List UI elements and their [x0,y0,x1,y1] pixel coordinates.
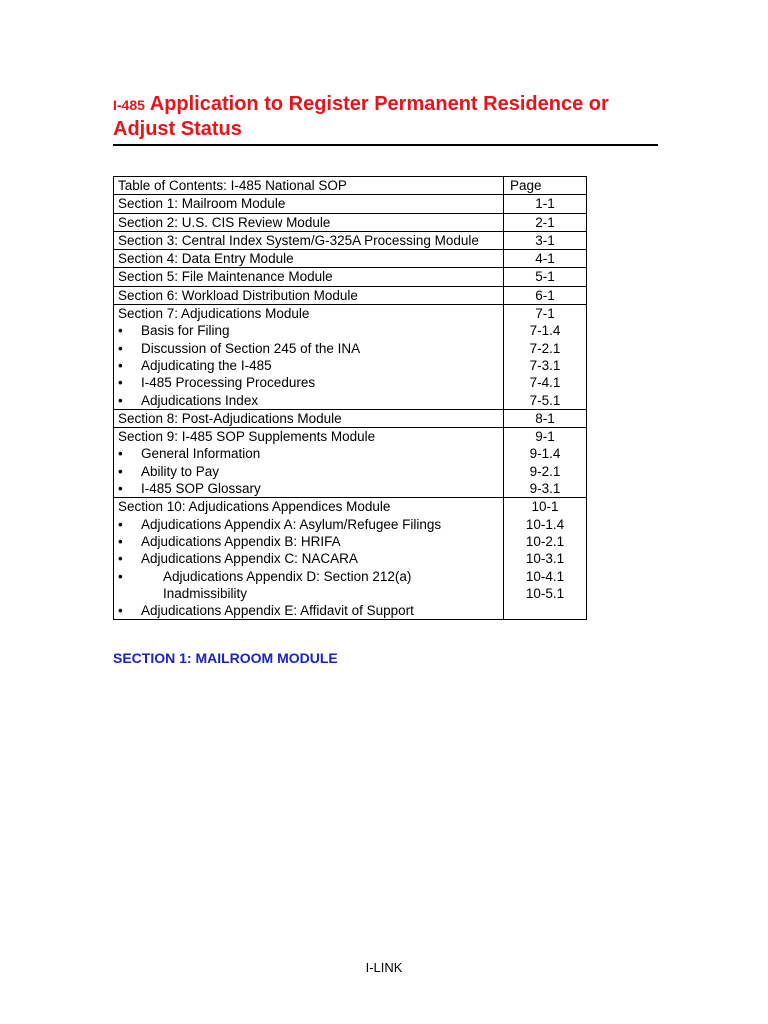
list-item [118,602,503,619]
page-footer: I-LINK [365,960,403,975]
toc-page-number: 10-5.1 [525,585,565,601]
table-row [114,231,587,249]
bullet-icon: • [118,323,123,339]
list-item [118,550,503,567]
bullet-icon: • [118,446,123,462]
list-item [118,392,503,409]
table-row-section-7 [114,305,587,410]
toc-page-number: 7-3.1 [529,357,561,373]
toc-page-number: 1-1 [504,195,587,213]
toc-page-number: 7-1.4 [529,323,561,339]
toc-header-page: Page [504,177,587,195]
toc-section-title: Section 1: Mailroom Module [114,195,504,213]
list-item-label: General Information [141,446,261,462]
toc-header-title: Table of Contents: I-485 National SOP [114,177,504,195]
toc-page-number: 9-2.1 [529,463,561,479]
table-row [114,409,587,427]
toc-page-number: 10-4.1 [525,568,565,584]
section-heading: SECTION 1: MAILROOM MODULE [113,650,338,666]
document-title [113,92,658,146]
toc-page-number: 9-1 [535,429,555,445]
bullet-icon: • [118,533,123,549]
list-item [118,568,503,603]
table-row [114,250,587,268]
list-item [118,357,503,374]
toc-page-number: 10-2.1 [525,533,565,549]
toc-page-number: 9-1.4 [529,446,561,462]
toc-section-title: Section 2: U.S. CIS Review Module [114,213,504,231]
toc-section-title: Section 9: I-485 SOP Supplements Module [118,429,376,445]
toc-section-title: Section 10: Adjudications Appendices Module [118,499,391,515]
title-text: Application to Register Permanent Residence or Adjust Status [113,93,609,140]
list-item [118,340,503,357]
toc-section-title: Section 8: Post-Adjudications Module [114,409,504,427]
toc-section-title: Section 6: Workload Distribution Module [114,286,504,304]
bullet-icon: • [118,357,123,373]
toc-page-number: 3-1 [504,231,587,249]
list-item-label: Discussion of Section 245 of the INA [141,340,361,356]
bullet-icon: • [118,481,123,497]
toc-section-title: Section 4: Data Entry Module [114,250,504,268]
bullet-icon: • [118,375,123,391]
list-item-label: Adjudications Appendix C: NACARA [141,551,358,567]
list-item-label: Adjudicating the I-485 [141,357,272,373]
list-item-label: Adjudications Appendix A: Asylum/Refugee Filings [141,516,442,532]
toc-page-number: 7-4.1 [529,375,561,391]
toc-page-number: 4-1 [504,250,587,268]
list-item-label: Ability to Pay [141,463,220,479]
list-item-label: I-485 Processing Procedures [141,375,316,391]
bullet-icon: • [118,551,123,567]
bullet-icon: • [118,603,123,619]
toc-section-title: Section 5: File Maintenance Module [114,268,504,286]
list-item-label: Adjudications Appendix B: HRIFA [141,533,341,549]
toc-section-title: Section 7: Adjudications Module [118,306,310,322]
toc-page-number: 8-1 [504,409,587,427]
table-row-section-10 [114,498,587,620]
list-item-label: I-485 SOP Glossary [141,481,261,497]
list-item-label: Adjudications Appendix D: Section 212(a) Inadmissibility [163,568,412,601]
bullet-icon: • [118,516,123,532]
list-item-label: Adjudications Index [141,392,259,408]
table-row-section-9 [114,428,587,498]
toc-page-number: 6-1 [504,286,587,304]
list-item-label: Basis for Filing [141,323,230,339]
toc-page-number: 10-1.4 [525,516,565,532]
toc-page-number: 10-1 [531,499,559,515]
list-item [118,533,503,550]
list-item-label: Adjudications Appendix E: Affidavit of Support [141,603,414,619]
toc-page-number: 9-3.1 [529,481,561,497]
table-row [114,213,587,231]
bullet-icon: • [118,340,123,356]
list-item [118,374,503,391]
form-code: I-485 [113,97,145,113]
list-item [118,445,503,462]
toc-page-number: 10-3.1 [525,551,565,567]
table-row [114,195,587,213]
table-row [114,286,587,304]
bullet-icon: • [118,392,123,408]
list-item [118,516,503,533]
toc-page-number: 7-5.1 [529,392,561,408]
toc-section-title: Section 3: Central Index System/G-325A Processing Module [114,231,504,249]
bullet-icon: • [118,568,123,584]
toc-page-number: 7-1 [535,306,555,322]
table-row [114,268,587,286]
list-item [118,322,503,339]
bullet-icon: • [118,463,123,479]
toc-header-row [114,177,587,195]
list-item [118,463,503,480]
table-of-contents [113,176,587,620]
list-item [118,480,503,497]
toc-page-number: 7-2.1 [529,340,561,356]
toc-page-number: 2-1 [504,213,587,231]
toc-page-number: 5-1 [504,268,587,286]
